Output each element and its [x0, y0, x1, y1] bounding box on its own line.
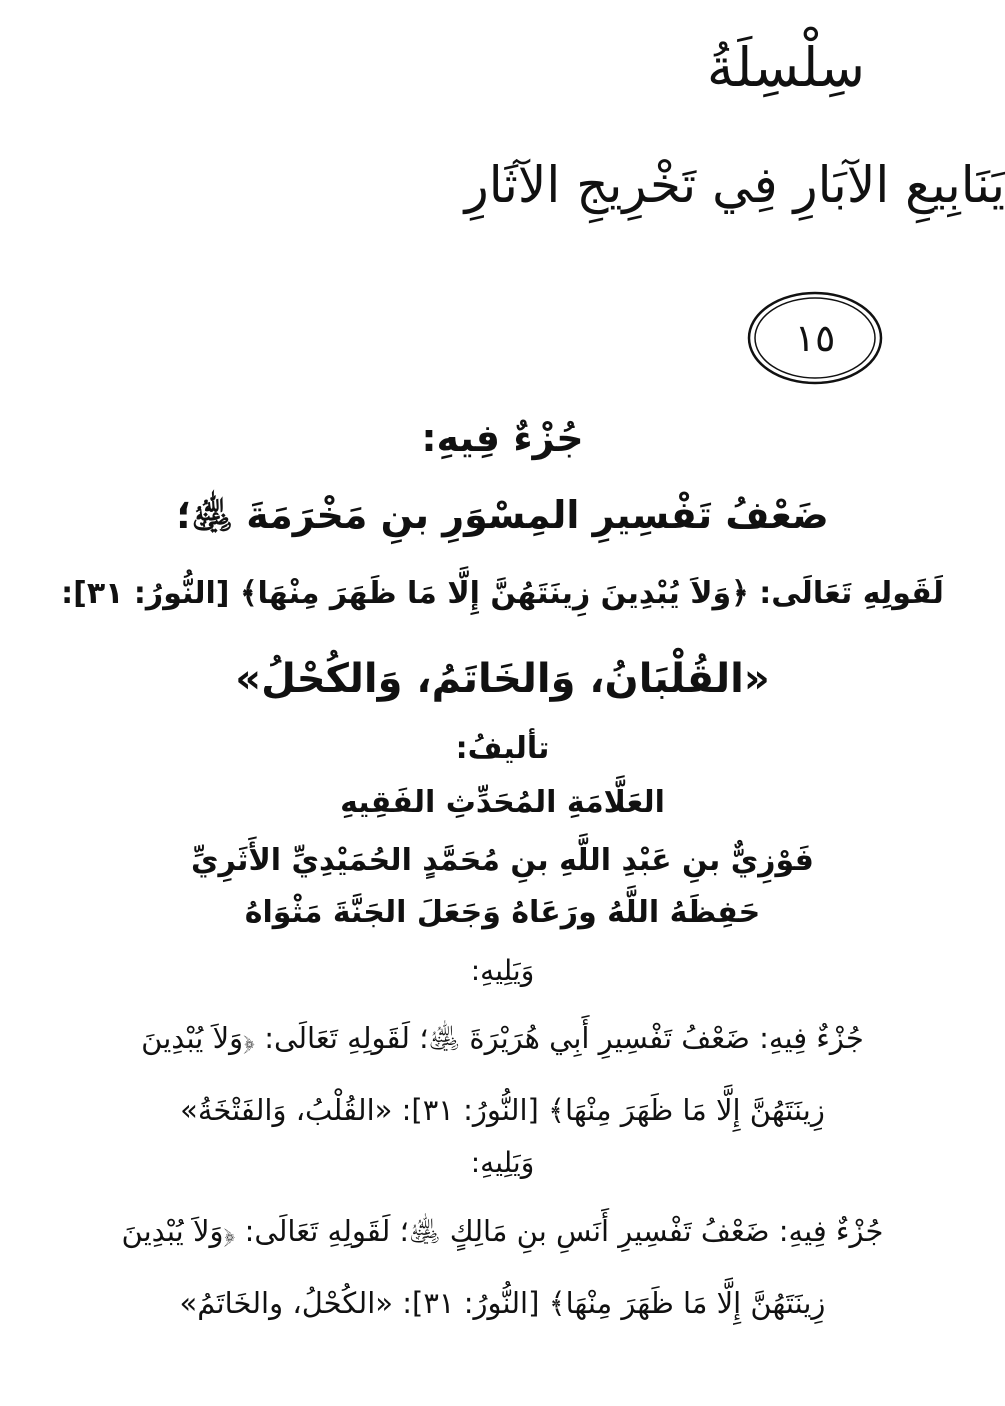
quoted-interpretation: «القُلْبَانُ، وَالخَاتَمُ، وَالكُحْلُ» — [235, 656, 770, 702]
followed-by-label: وَيَلِيهِ: — [470, 1146, 535, 1179]
appendix-2-line-1: جُزْءٌ فِيهِ: ضَعْفُ تَفْسِيرِ أَنَسِ بنِ مَالِكٍ ﵁؛ لَقَولِهِ تَعَالَى: ﴿وَلاَ يُبْدِينَ — [121, 1214, 884, 1248]
appendix-1-line-2: زِينَتَهُنَّ إِلَّا مَا ظَهَرَ مِنْهَا﴾ [النُّورُ: ٣١]: «القُلْبُ، وَالفَتْخَةُ» — [180, 1093, 825, 1127]
part-number: ١٥ — [794, 316, 836, 360]
part-number-badge — [746, 290, 884, 386]
author-prayer: حَفِظَهُ اللَّهُ ورَعَاهُ وَجَعَلَ الجَنَّةَ مَثْوَاهُ — [244, 895, 761, 930]
authorship-label: تأليفُ: — [455, 731, 550, 766]
part-heading: جُزْءٌ فِيهِ: — [421, 416, 584, 460]
author-title: العَلَّامَةِ المُحَدِّثِ الفَقِيهِ — [340, 785, 665, 820]
series-label: سِلْسِلَةُ — [706, 36, 865, 99]
followed-by-label: وَيَلِيهِ: — [470, 954, 535, 987]
series-title: يَنَابِيعِ الآبَارِ فِي تَخْرِيجِ الآثَارِ — [464, 156, 1005, 214]
appendix-2-line-2: زِينَتَهُنَّ إِلَّا مَا ظَهَرَ مِنْهَا﴾ [النُّورُ: ٣١]: «الكُحْلُ، والخَاتَمُ» — [179, 1286, 826, 1320]
author-name: فَوْزِيٌّ بنِ عَبْدِ اللَّهِ بنِ مُحَمَّدٍ الحُمَيْدِيِّ الأَثَرِيِّ — [191, 843, 814, 878]
verse-citation: لَقَولِهِ تَعَالَى: ﴿وَلاَ يُبْدِينَ زِينَتَهُنَّ إِلَّا مَا ظَهَرَ مِنْهَا﴾ [النُّورُ: ٣١]: — [61, 576, 944, 611]
main-title: ضَعْفُ تَفْسِيرِ المِسْوَرِ بنِ مَخْرَمَةَ ﵁؛ — [176, 493, 829, 537]
appendix-1-line-1: جُزْءٌ فِيهِ: ضَعْفُ تَفْسِيرِ أَبِي هُرَيْرَةَ ﵁؛ لَقَولِهِ تَعَالَى: ﴿وَلاَ يُبْدِينَ — [141, 1021, 864, 1055]
